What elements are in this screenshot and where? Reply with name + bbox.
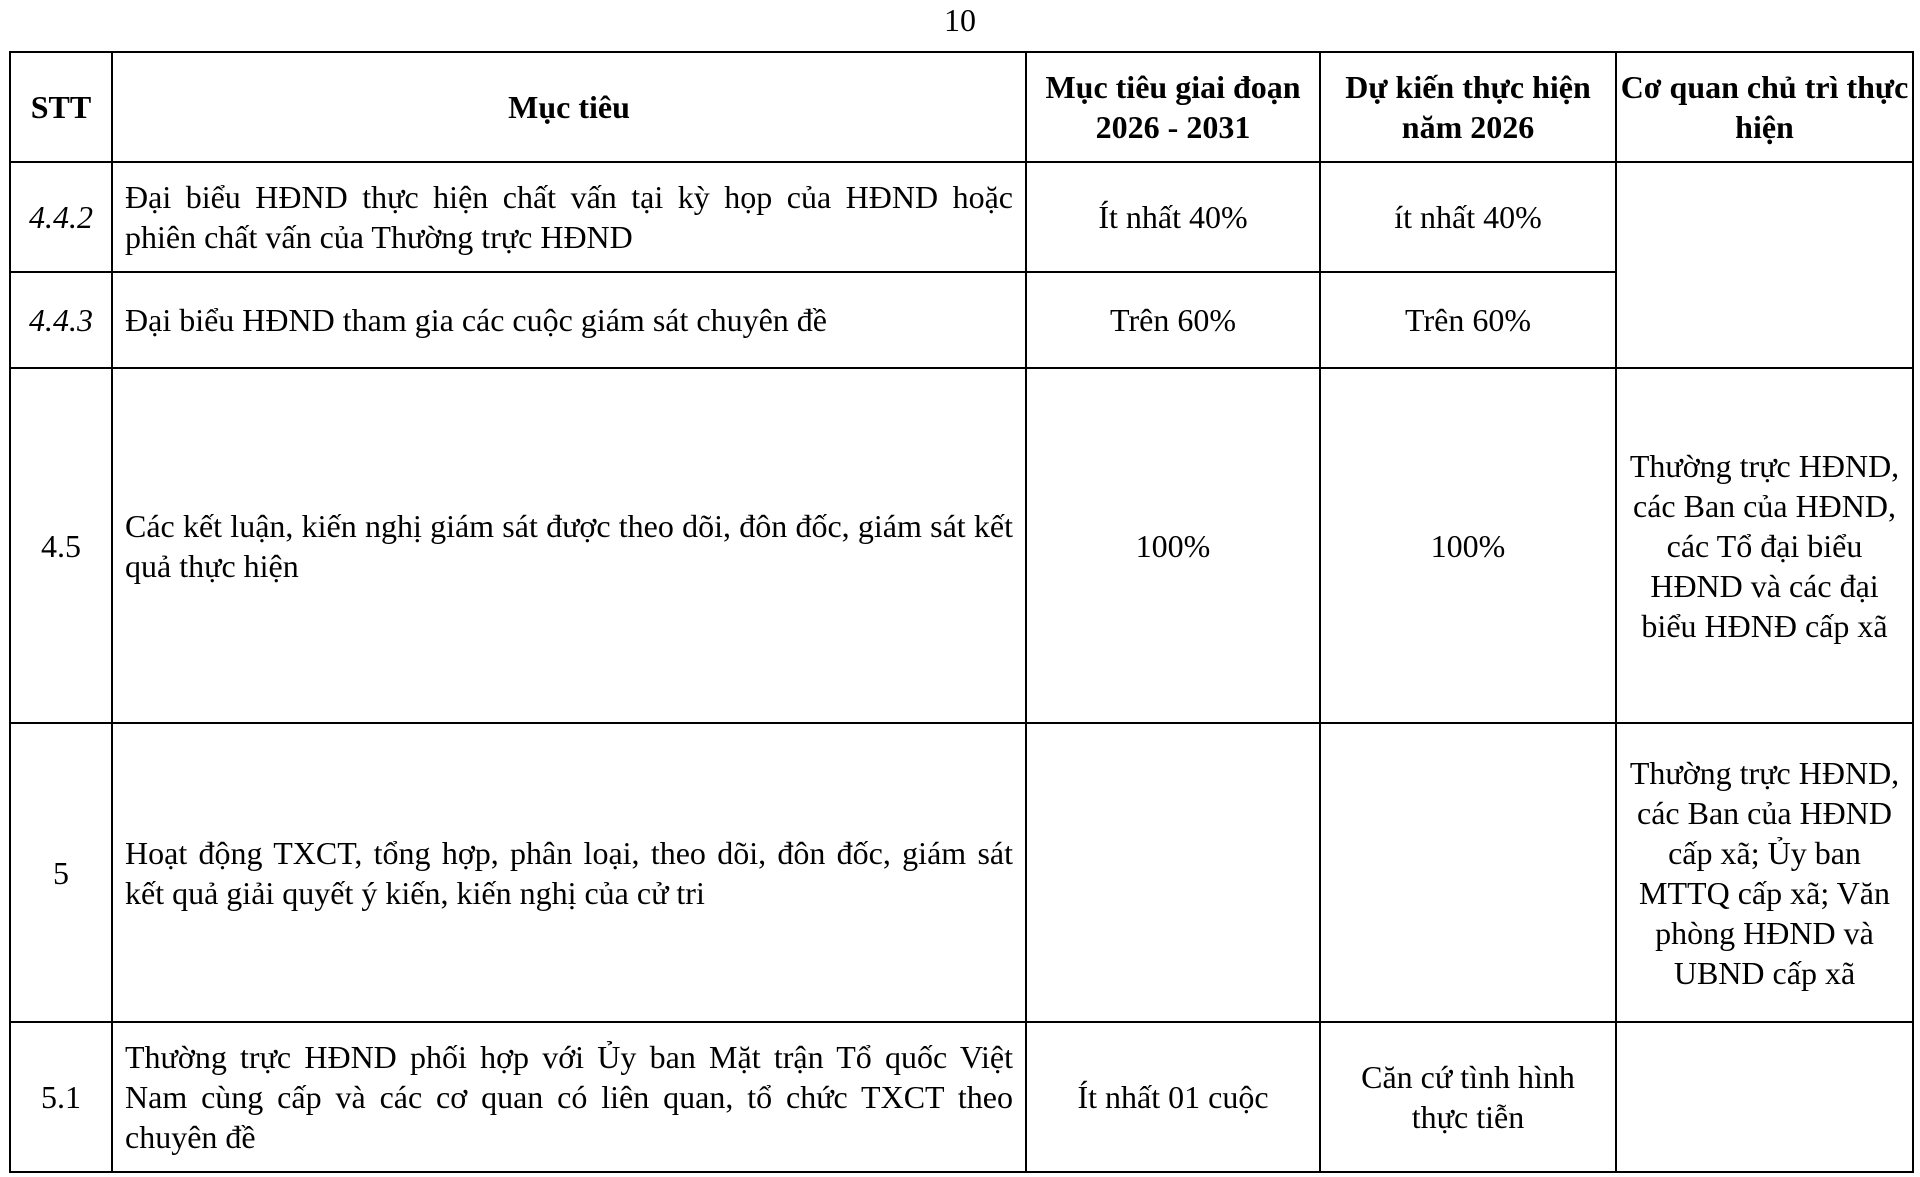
- cell-goal: Đại biểu HĐND tham gia các cuộc giám sát chuyên đề: [112, 272, 1026, 368]
- page-number: 10: [944, 2, 976, 38]
- table-row: [10, 723, 1913, 1022]
- cell-goal: Đại biểu HĐND thực hiện chất vấn tại kỳ họp của HĐND hoặc phiên chất vấn của Thường trực HĐND: [112, 162, 1026, 272]
- header-target-period: Mục tiêu giai đoạn 2026 - 2031: [1026, 52, 1320, 162]
- cell-target-period: Trên 60%: [1026, 272, 1320, 368]
- cell-goal: Hoạt động TXCT, tổng hợp, phân loại, theo dõi, đôn đốc, giám sát kết quả giải quyết ý kiến, kiến nghị của cử tri: [112, 723, 1026, 1022]
- cell-stt: 5.1: [10, 1022, 112, 1172]
- cell-target-period: [1026, 723, 1320, 1022]
- cell-target-period: 100%: [1026, 368, 1320, 723]
- cell-planned-2026: Căn cứ tình hình thực tiễn: [1320, 1022, 1616, 1172]
- cell-planned-2026: [1320, 723, 1616, 1022]
- cell-target-period: Ít nhất 01 cuộc: [1026, 1022, 1320, 1172]
- cell-stt: 5: [10, 723, 112, 1022]
- targets-table: [9, 51, 1914, 1173]
- header-goal: Mục tiêu: [112, 52, 1026, 162]
- table-row: [10, 368, 1913, 723]
- cell-stt: 4.4.3: [10, 272, 112, 368]
- cell-planned-2026: 100%: [1320, 368, 1616, 723]
- cell-stt: 4.5: [10, 368, 112, 723]
- table-row: [10, 1022, 1913, 1172]
- cell-stt: 4.4.2: [10, 162, 112, 272]
- table-header-row: [10, 52, 1913, 162]
- cell-lead-agency: [1616, 1022, 1913, 1172]
- cell-planned-2026: ít nhất 40%: [1320, 162, 1616, 272]
- cell-lead-agency: [1616, 162, 1913, 368]
- cell-goal: Thường trực HĐND phối hợp với Ủy ban Mặt trận Tổ quốc Việt Nam cùng cấp và các cơ quan có liên quan, tổ chức TXCT theo chuyên đề: [112, 1022, 1026, 1172]
- header-planned-2026: Dự kiến thực hiện năm 2026: [1320, 52, 1616, 162]
- cell-lead-agency: Thường trực HĐND, các Ban của HĐND cấp xã; Ủy ban MTTQ cấp xã; Văn phòng HĐND và UBND cấp xã: [1616, 723, 1913, 1022]
- cell-goal: Các kết luận, kiến nghị giám sát được theo dõi, đôn đốc, giám sát kết quả thực hiện: [112, 368, 1026, 723]
- cell-lead-agency: Thường trực HĐND, các Ban của HĐND, các Tổ đại biểu HĐND và các đại biểu HĐNĐ cấp xã: [1616, 368, 1913, 723]
- cell-target-period: Ít nhất 40%: [1026, 162, 1320, 272]
- header-stt: STT: [10, 52, 112, 162]
- cell-planned-2026: Trên 60%: [1320, 272, 1616, 368]
- header-lead-agency: Cơ quan chủ trì thực hiện: [1616, 52, 1913, 162]
- table-row: [10, 162, 1913, 272]
